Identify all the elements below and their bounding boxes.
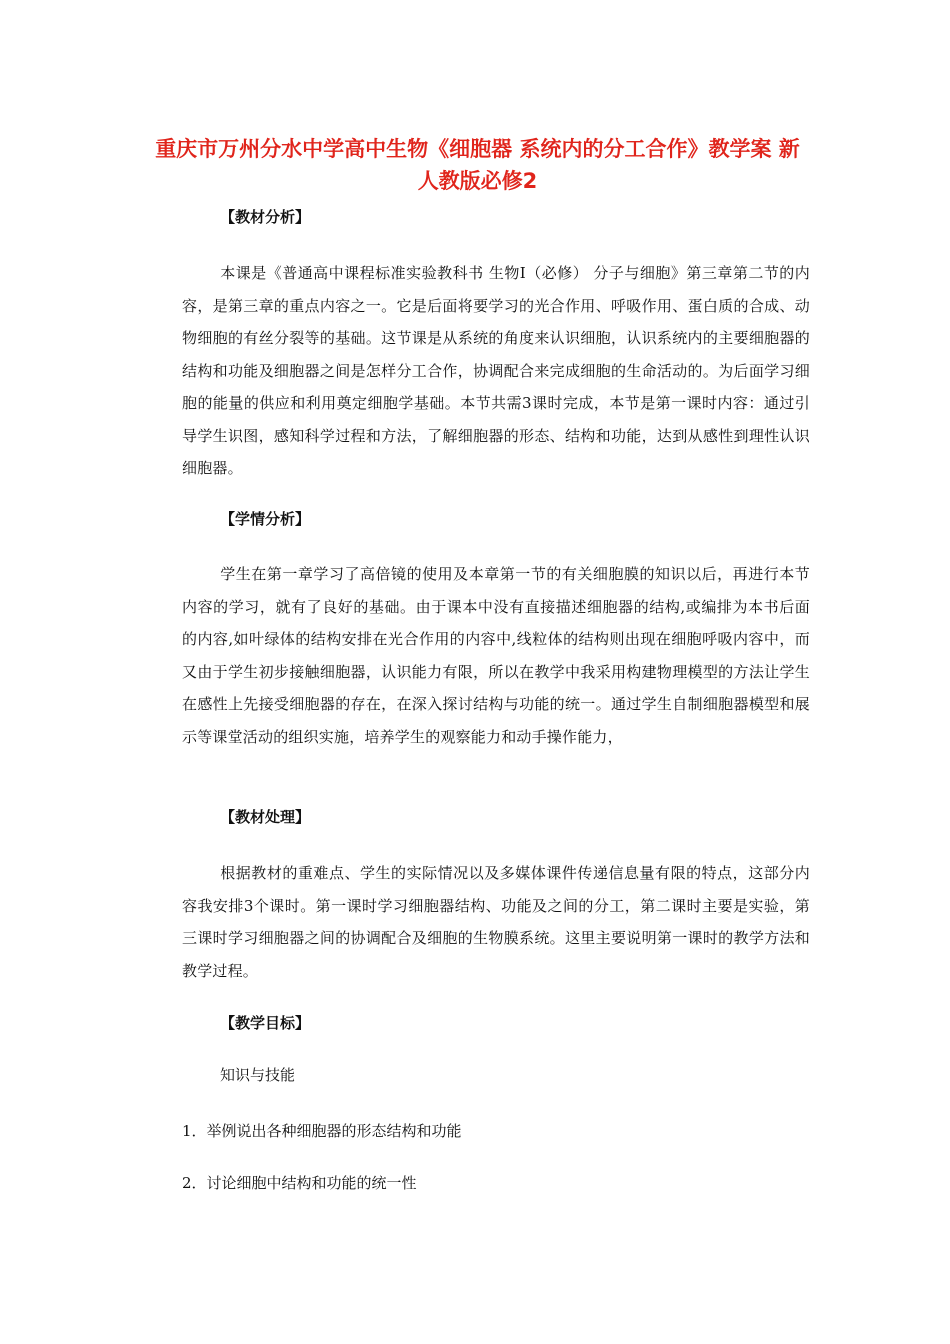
section-body-textbook-handling: 根据教材的重难点、学生的实际情况以及多媒体课件传递信息量有限的特点，这部分内容我安排3个课时。第一课时学习细胞器结构、功能及之间的分工，第二课时主要是实验，第三课时学习细胞器之间的协调配合及细胞的生物膜系统。这里主要说明第一课时的教学方法和教学过程。 xyxy=(182,864,810,980)
section-heading-textbook-handling: 【教材处理】 xyxy=(220,808,311,826)
document-title: 重庆市万州分水中学高中生物《细胞器 系统内的分工合作》教学案 新人教版必修2 xyxy=(155,137,800,193)
objective-item: 1．举例说出各种细胞器的形态结构和功能 xyxy=(182,1122,462,1140)
objectives-subheading: 知识与技能 xyxy=(220,1066,296,1084)
section-heading-student-analysis: 【学情分析】 xyxy=(220,510,311,528)
section-body-textbook-analysis: 本课是《普通高中课程标准实验教科书 生物Ⅰ（必修） 分子与细胞》第三章第二节的内容，是第三章的重点内容之一。它是后面将要学习的光合作用、呼吸作用、蛋白质的合成、动物细胞的有丝分裂等的基础。这节课是从系统的角度来认识细胞，认识系统内的主要细胞器的结构和功能及细胞器之间是怎样分工合作，协调配合来完成细胞的生命活动的。为后面学习细胞的能量的供应和利用奠定细胞学基础。本节共需3课时完成，本节是第一课时内容：通过引导学生识图，感知科学过程和方法，了解细胞器的形态、结构和功能，达到从感性到理性认识细胞器。 xyxy=(182,264,810,477)
section-heading-teaching-objectives: 【教学目标】 xyxy=(220,1014,311,1032)
objective-item: 2．讨论细胞中结构和功能的统一性 xyxy=(182,1174,417,1192)
section-body-student-analysis: 学生在第一章学习了高倍镜的使用及本章第一节的有关细胞膜的知识以后，再进行本节内容的学习，就有了良好的基础。由于课本中没有直接描述细胞器的结构,或编排为本书后面的内容,如叶绿体的结构安排在光合作用的内容中,线粒体的结构则出现在细胞呼吸内容中，而又由于学生初步接触细胞器，认识能力有限，所以在教学中我采用构建物理模型的方法让学生在感性上先接受细胞器的存在，在深入探讨结构与功能的统一。通过学生自制细胞器模型和展示等课堂活动的组织实施，培养学生的观察能力和动手操作能力， xyxy=(182,565,810,746)
section-heading-textbook-analysis: 【教材分析】 xyxy=(220,208,311,226)
